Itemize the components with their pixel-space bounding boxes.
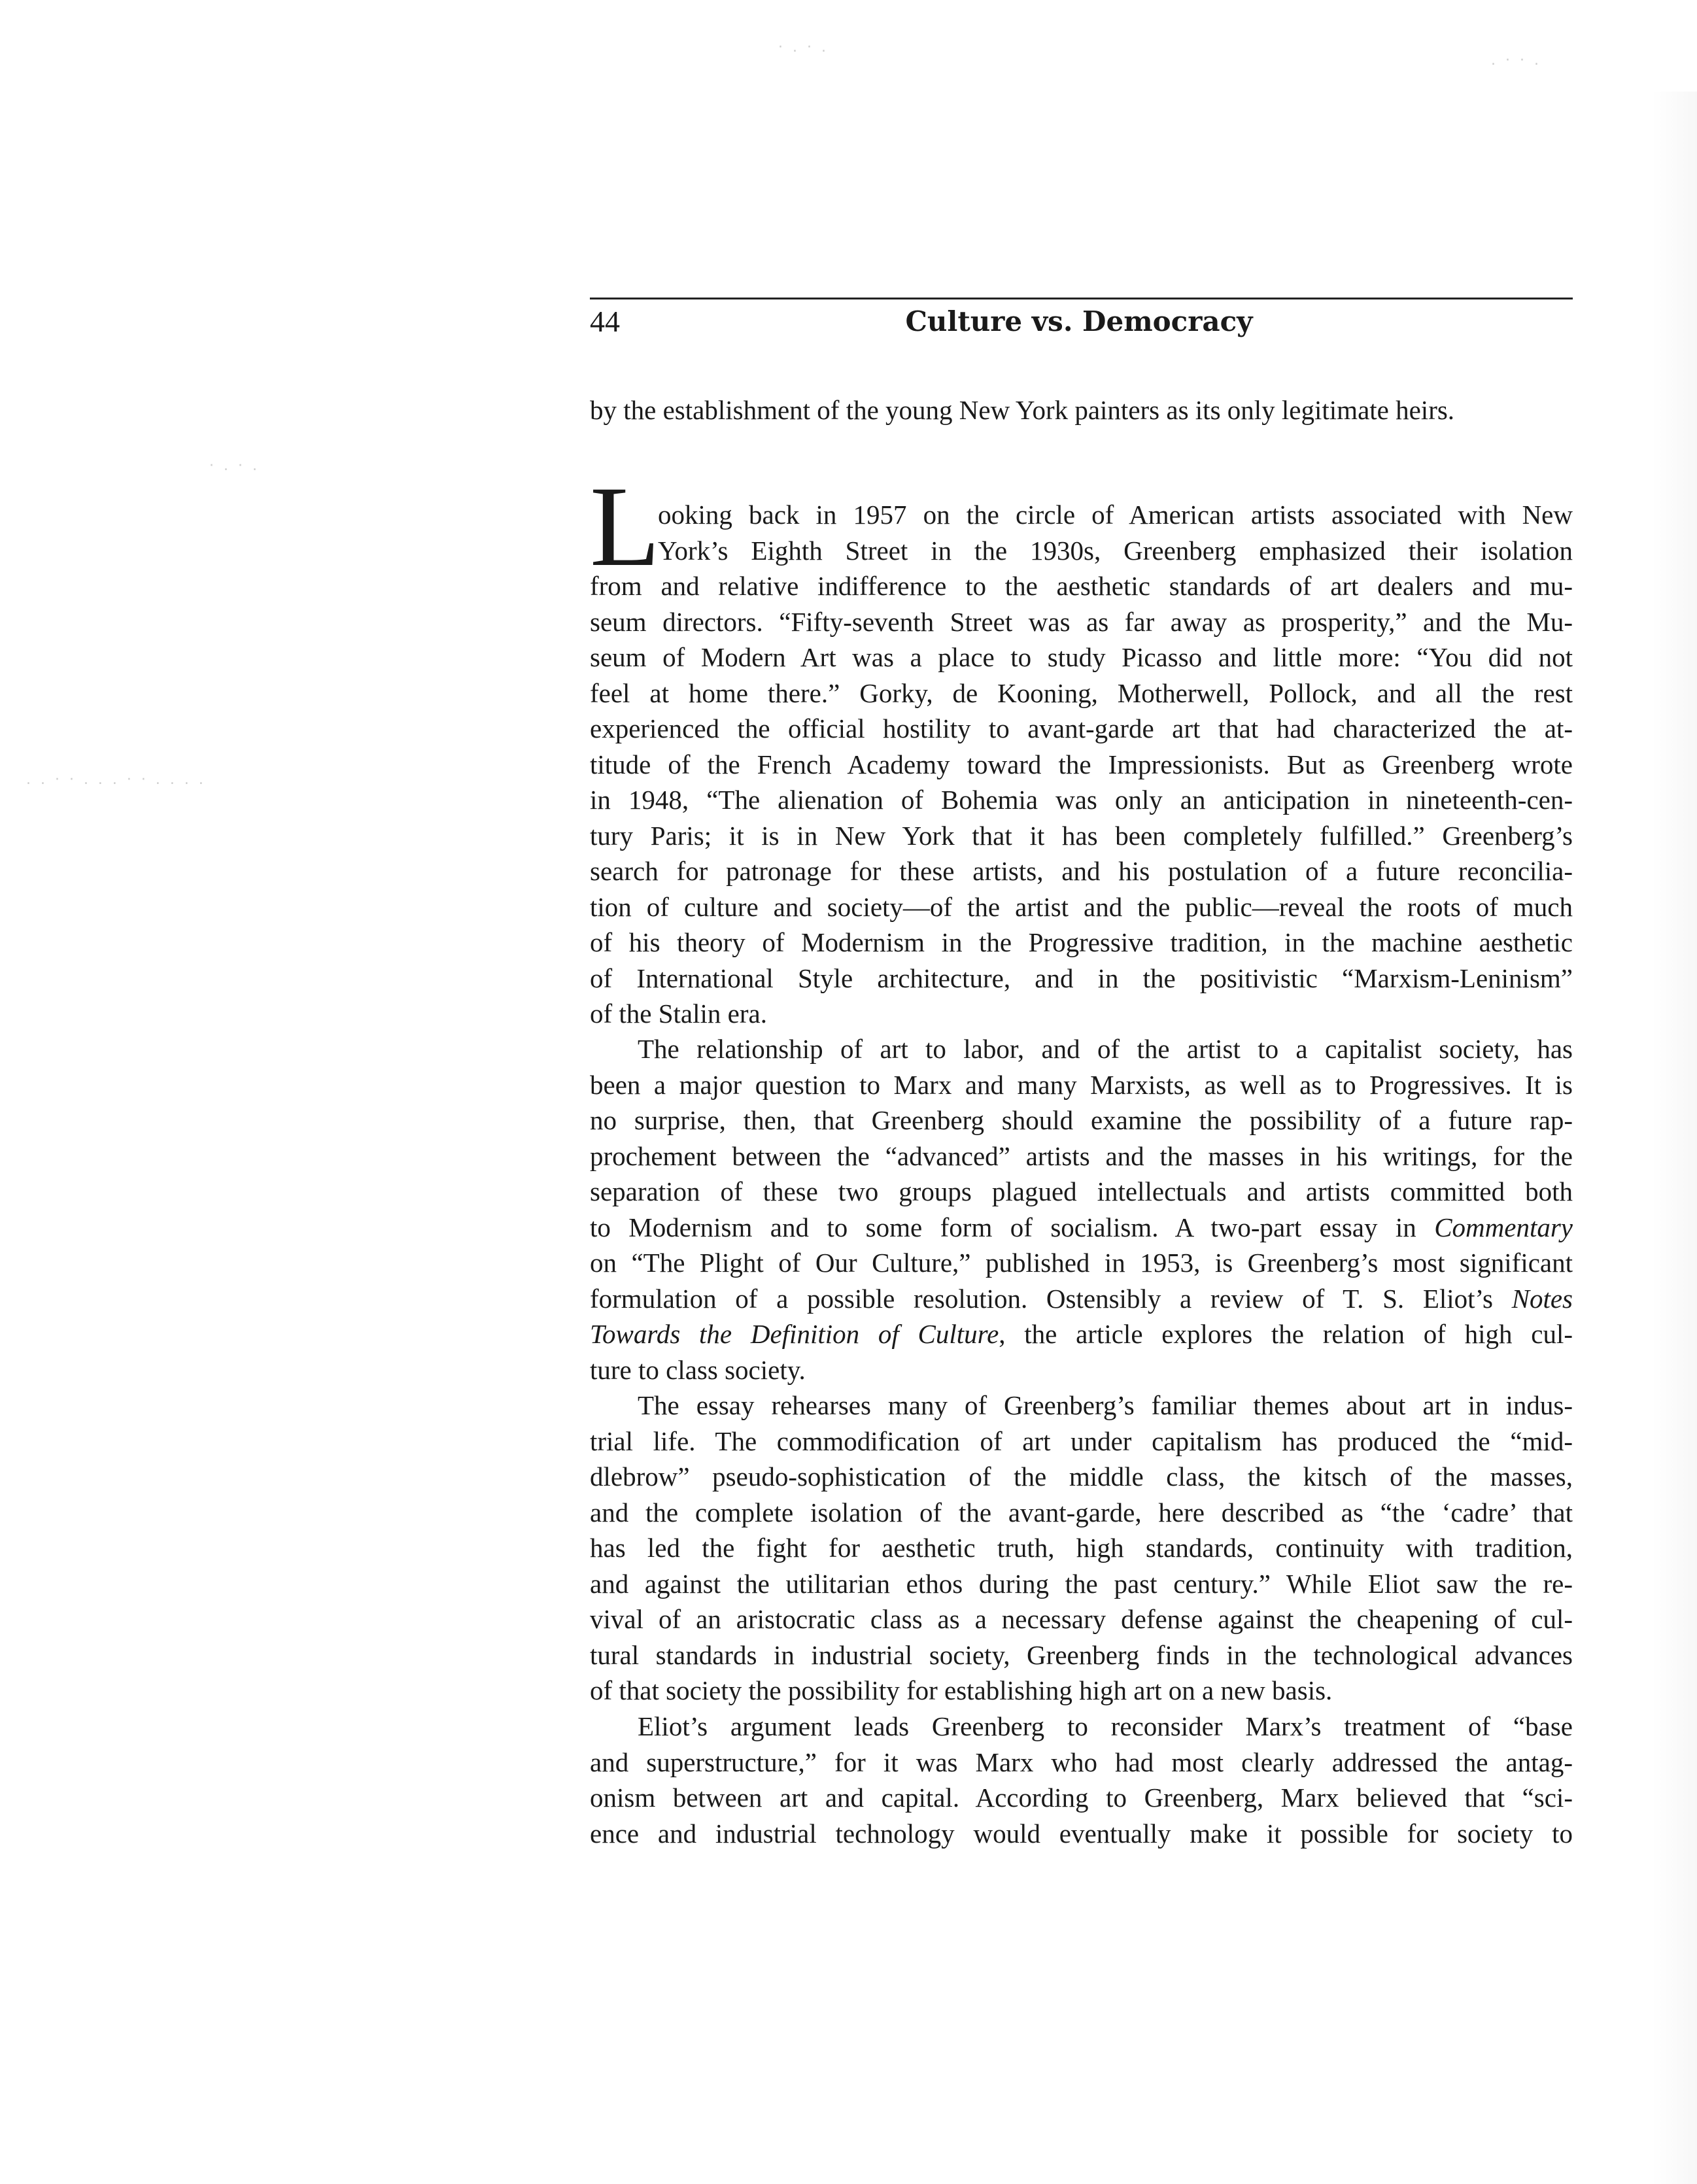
text-line: tion of culture and society—of the artist and the public—reveal the roots of much [590, 891, 1573, 922]
text-line: in 1948, “The alienation of Bohemia was only an anticipation in nineteenth-cen- [590, 785, 1573, 815]
text-line: from and relative indifference to the aesthetic standards of art dealers and mu- [590, 571, 1573, 601]
text-line: The essay rehearses many of Greenberg’s familiar themes about art in indus- [638, 1390, 1573, 1420]
text-line: has led the fight for aesthetic truth, high standards, continuity with tradition, [590, 1533, 1573, 1563]
text-line: dlebrow” pseudo-sophistication of the middle class, the kitsch of the masses, [590, 1461, 1573, 1492]
scan-speck: . . · · . . . · · . . . . [26, 772, 206, 788]
text-line: of the Stalin era. [590, 998, 767, 1029]
text-line: trial life. The commodification of art under capitalism has produced the “mid- [590, 1425, 1573, 1456]
text-line: been a major question to Marx and many Marxists, as well as to Progressives. It is [590, 1069, 1573, 1100]
text-line: prochement between the “advanced” artists and the masses in his writings, for the [590, 1140, 1573, 1171]
scan-edge-shadow [1651, 92, 1697, 2184]
text-line: ence and industrial technology would eventually make it possible for society to [590, 1818, 1573, 1849]
text-line: separation of these two groups plagued intellectuals and artists committed both [590, 1176, 1573, 1206]
text-line [590, 1316, 1573, 1352]
paragraph-1-body [590, 568, 1573, 1032]
text-line: feel at home there.” Gorky, de Kooning, Motherwell, Pollock, and all the rest [590, 677, 1573, 708]
text-line: experienced the official hostility to avant-garde art that had characterized the at- [590, 713, 1573, 743]
journal-title: Commentary [1434, 1212, 1573, 1242]
text-line: and superstructure,” for it was Marx who had most clearly addressed the antag- [590, 1747, 1573, 1777]
paragraph-1-hanging [658, 497, 1573, 568]
paragraph-3 [590, 1388, 1573, 1709]
text-line: Eliot’s argument leads Greenberg to reconsider Marx’s treatment of “base [638, 1711, 1573, 1741]
text-line: vival of an aristocratic class as a necessary defense against the cheapening of cul- [590, 1604, 1573, 1634]
text-line: by the establishment of the young New York painters as its only legitimate heirs. [590, 395, 1455, 425]
text-line: of his theory of Modernism in the Progressive tradition, in the machine aesthetic [590, 927, 1573, 957]
scan-speck: . · · . [1491, 52, 1541, 69]
text-line [590, 1281, 1573, 1317]
continuation-line [590, 392, 1573, 428]
text-line: no surprise, then, that Greenberg should examine the possibility of a future rap- [590, 1105, 1573, 1135]
page-number: 44 [590, 305, 620, 338]
text-line: search for patronage for these artists, and his postulation of a future reconcilia- [590, 856, 1573, 886]
text-line: onism between art and capital. According to Greenberg, Marx believed that “sci- [590, 1783, 1573, 1813]
running-head: Culture vs. Democracy [905, 305, 1253, 337]
book-title: Towards the Definition of Culture [590, 1319, 999, 1349]
text-line: tury Paris; it is in New York that it has been completely fulfilled.” Greenberg’s [590, 820, 1573, 851]
scan-speck: · . · . [209, 458, 260, 474]
text-line: York’s Eighth Street in the 1930s, Greenberg emphasized their isolation [658, 535, 1573, 566]
text-line: titude of the French Academy toward the Impressionists. But as Greenberg wrote [590, 749, 1573, 779]
text-line: ture to class society. [590, 1354, 806, 1385]
text-line: and against the utilitarian ethos during the past century.” While Eliot saw the re- [590, 1568, 1573, 1599]
text-line: and the complete isolation of the avant-garde, here described as “the ‘cadre’ that [590, 1497, 1573, 1527]
text-line [590, 1210, 1573, 1246]
text-line: seum of Modern Art was a place to study Picasso and little more: “You did not [590, 642, 1573, 672]
text-line: on “The Plight of Our Culture,” published in 1953, is Greenberg’s most significant [590, 1248, 1573, 1278]
text-line: The relationship of art to labor, and of the artist to a capitalist society, has [638, 1034, 1573, 1064]
text-line: of that society the possibility for establishing high art on a new basis. [590, 1675, 1333, 1705]
text-line: tural standards in industrial society, Greenberg finds in the technological advances [590, 1639, 1573, 1670]
header-rule [590, 298, 1573, 299]
text-line: seum directors. “Fifty-seventh Street was as far away as prosperity,” and the Mu- [590, 606, 1573, 637]
drop-cap: L [590, 463, 660, 590]
text-fragment: , the article explores the relation of high cul- [999, 1319, 1573, 1349]
text-line: ooking back in 1957 on the circle of American artists associated with New [658, 500, 1573, 530]
paragraph-2 [590, 1031, 1573, 1388]
text-line: of International Style architecture, and in the positivistic “Marxism-Leninism” [590, 963, 1573, 993]
text-fragment: to Modernism and to some form of socialism. A two-part essay in [590, 1212, 1435, 1242]
text-fragment: formulation of a possible resolution. Ostensibly a review of T. S. Eliot’s [590, 1283, 1512, 1314]
book-title: Notes [1511, 1283, 1573, 1314]
scan-speck: · . · . [778, 39, 829, 56]
paragraph-4 [590, 1709, 1573, 1851]
